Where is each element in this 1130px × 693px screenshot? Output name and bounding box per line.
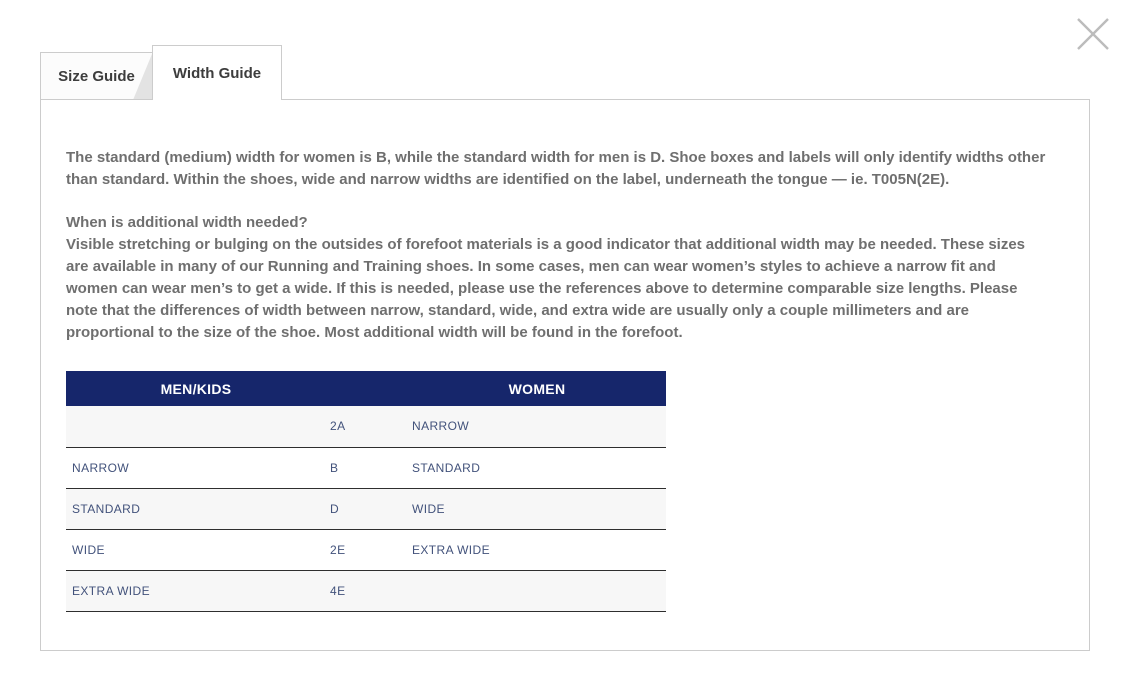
women-cell: WIDE xyxy=(408,488,666,529)
men-kids-cell xyxy=(66,406,326,447)
additional-width-block xyxy=(66,212,1051,344)
width-code-cell: 2E xyxy=(326,529,408,570)
tab-corner-shade xyxy=(133,54,152,100)
table-row xyxy=(66,570,666,611)
width-conversion-table xyxy=(66,371,666,612)
explanation-paragraph: Visible stretching or bulging on the outsides of forefoot materials is a good indicator that additional width may be needed. These sizes are available in many of our Running and Training shoes. In some cases, men can wear women’s styles to achieve a narrow fit and women can wear men’s to get a wide. If this is needed, please use the references above to determine comparable size lengths. Please note that the differences of width between narrow, standard, wide, and extra wide are usually only a couple millimeters and are proportional to the size of the shoe. Most additional width will be found in the forefoot. xyxy=(66,236,1026,341)
tab-size-guide-label: Size Guide xyxy=(58,68,135,85)
intro-paragraph: The standard (medium) width for women is B, while the standard width for men is D. Shoe boxes and labels will only identify widths other than standard. Within the shoes, wide and narrow widths are identified on the label, underneath the tongue — ie. T005N(2E). xyxy=(66,149,1046,188)
table-row xyxy=(66,529,666,570)
column-header-men-kids: MEN/KIDS xyxy=(66,371,326,406)
tab-width-guide-label: Width Guide xyxy=(172,64,262,82)
table-row xyxy=(66,406,666,447)
width-code-cell: 2A xyxy=(326,406,408,447)
men-kids-cell: WIDE xyxy=(66,529,326,570)
column-header-spacer xyxy=(326,371,408,406)
women-cell: STANDARD xyxy=(408,447,666,488)
men-kids-cell: EXTRA WIDE xyxy=(66,570,326,611)
men-kids-cell: STANDARD xyxy=(66,488,326,529)
table-row xyxy=(66,488,666,529)
close-button[interactable] xyxy=(1073,13,1113,53)
tab-size-guide[interactable] xyxy=(40,52,153,100)
close-icon xyxy=(1073,13,1113,53)
women-cell: NARROW xyxy=(408,406,666,447)
width-code-cell: D xyxy=(326,488,408,529)
width-guide-panel xyxy=(40,99,1090,651)
column-header-women: WOMEN xyxy=(408,371,666,406)
table-row xyxy=(66,447,666,488)
women-cell: EXTRA WIDE xyxy=(408,529,666,570)
width-code-cell: B xyxy=(326,447,408,488)
table-header-row xyxy=(66,371,666,406)
tab-width-guide[interactable] xyxy=(152,45,282,100)
men-kids-cell: NARROW xyxy=(66,447,326,488)
women-cell xyxy=(408,570,666,611)
question-heading: When is additional width needed? xyxy=(66,214,308,231)
width-code-cell: 4E xyxy=(326,570,408,611)
